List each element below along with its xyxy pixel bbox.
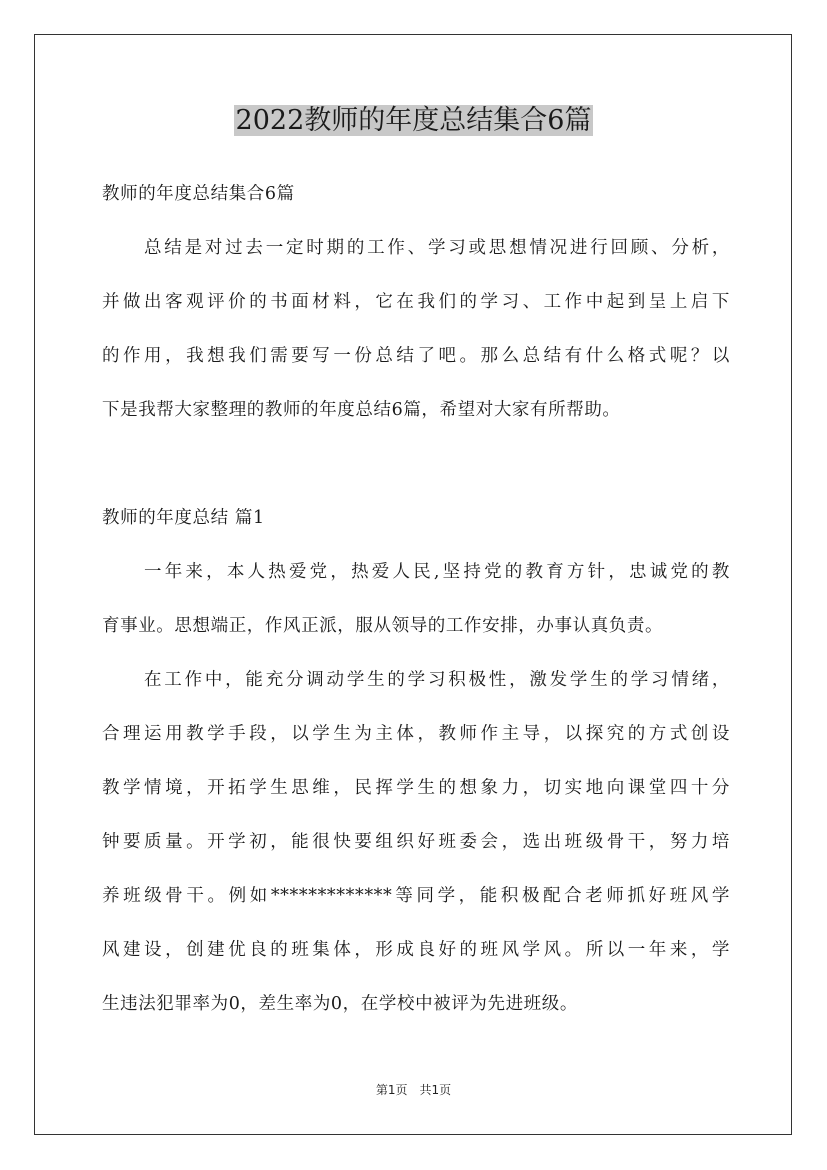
- page-total: 共1页: [419, 1083, 452, 1097]
- paragraph-line: 生违法犯罪率为0，差生率为0，在学校中被评为先进班级。: [102, 993, 578, 1014]
- document-body: [102, 178, 730, 1020]
- page-number: 第1页: [375, 1083, 408, 1097]
- intro-line: 的作用，我想我们需要写一份总结了吧。那么总结有什么格式呢？以: [102, 345, 730, 366]
- intro-line: 下是我帮大家整理的教师的年度总结6篇，希望对大家有所帮助。: [102, 399, 621, 420]
- paragraph-line: 一年来，本人热爱党，热爱人民,坚持党的教育方针，忠诚党的教: [144, 561, 730, 582]
- paragraph-line: 育事业。思想端正，作风正派，服从领导的工作安排，办事认真负责。: [102, 615, 664, 636]
- intro-paragraph: [102, 232, 730, 426]
- paragraph-line: 钟要质量。开学初，能很快要组织好班委会，选出班级骨干，努力培: [102, 831, 730, 852]
- document-title: 2022教师的年度总结集合6篇: [235, 105, 592, 136]
- paragraph-line: 风建设，创建优良的班集体，形成良好的班风学风。所以一年来，学: [102, 939, 730, 960]
- paragraph-line: 养班级骨干。例如*************等同学，能积极配合老师抓好班风学: [102, 885, 730, 906]
- section-paragraph: [102, 556, 730, 642]
- document-subtitle: 教师的年度总结集合6篇: [102, 184, 295, 204]
- paragraph-line: 合理运用教学手段，以学生为主体，教师作主导，以探究的方式创设: [102, 723, 730, 744]
- section-heading: 教师的年度总结 篇1: [102, 507, 265, 528]
- section-paragraph: [102, 664, 730, 1020]
- intro-line: 并做出客观评价的书面材料，它在我们的学习、工作中起到呈上启下: [102, 291, 730, 312]
- paragraph-line: 教学情境，开拓学生思维，民挥学生的想象力，切实地向课堂四十分: [102, 777, 730, 798]
- page-footer: [0, 1082, 827, 1098]
- intro-line: 总结是对过去一定时期的工作、学习或思想情况进行回顾、分析，: [144, 237, 730, 258]
- paragraph-line: 在工作中，能充分调动学生的学习积极性，激发学生的学习情绪，: [144, 669, 730, 690]
